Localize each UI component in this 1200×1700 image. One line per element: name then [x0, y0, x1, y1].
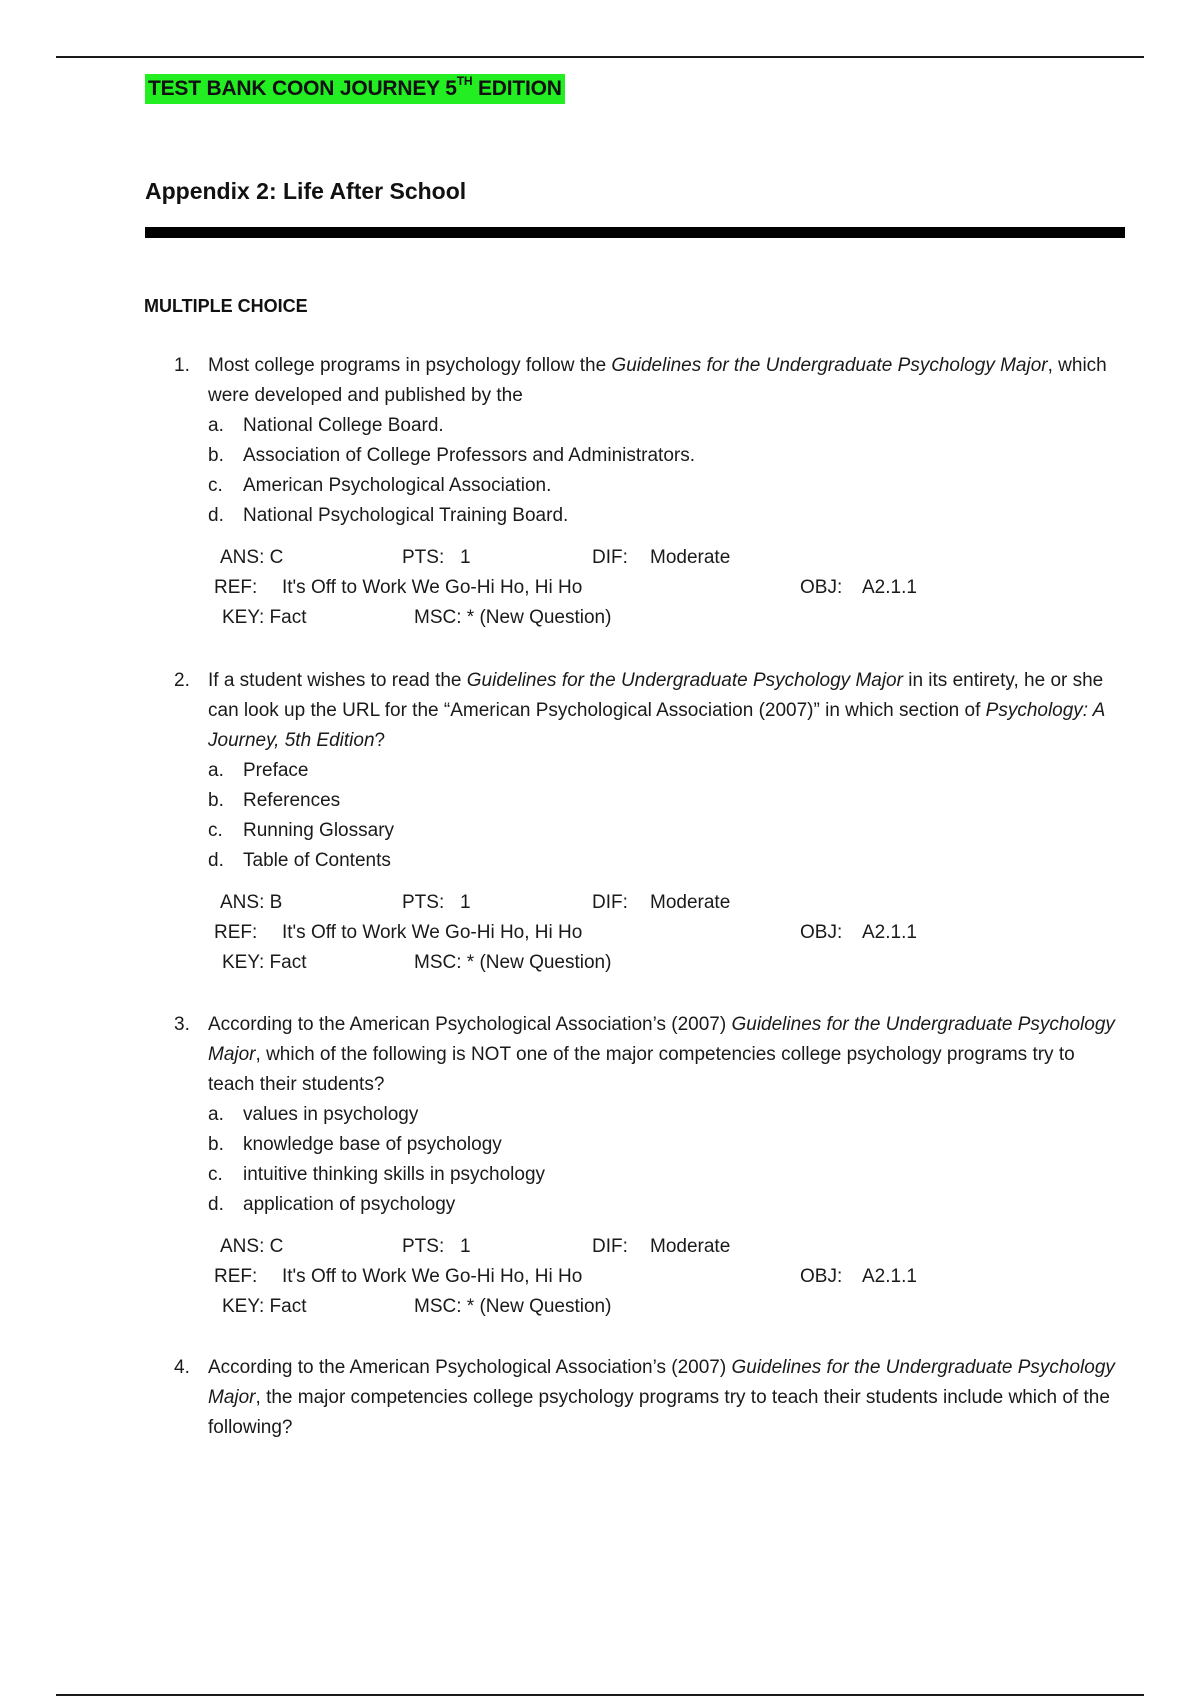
objective-label: OBJ: [800, 577, 843, 598]
option-list [208, 1100, 1124, 1220]
question-stem: If a student wishes to read the Guidelines for the Undergraduate Psychology Major in its entirety, he or she can look up the URL for the “American Psychological Association (2007)” in which section of Psychology: A Journey, 5th Edition? [208, 670, 1105, 751]
option-d: d. Table of Contents [208, 850, 391, 871]
option-a: a. National College Board. [208, 415, 444, 436]
difficulty: Moderate [650, 1236, 731, 1257]
key: KEY: Fact [222, 607, 307, 628]
difficulty-label: DIF: [592, 1236, 628, 1257]
question-number: 4. [174, 1357, 190, 1378]
option-c: c. Running Glossary [208, 820, 395, 841]
question-stem: According to the American Psychological Association’s (2007) Guidelines for the Undergraduate Psychology Major, which of the following is NOT one of the major competencies college psychology programs try to teach their students? [208, 1014, 1115, 1095]
test-bank-banner: TEST BANK COON JOURNEY 5TH EDITION [145, 74, 565, 104]
objective: A2.1.1 [862, 577, 917, 598]
misc: MSC: * (New Question) [414, 952, 612, 973]
points-label: PTS: [402, 1236, 445, 1257]
answer: ANS: B [220, 892, 283, 913]
reference-label: REF: [214, 1266, 258, 1287]
objective-label: OBJ: [800, 922, 843, 943]
option-d: d. National Psychological Training Board. [208, 505, 569, 526]
option-c: c. intuitive thinking skills in psychology [208, 1164, 546, 1185]
objective: A2.1.1 [862, 922, 917, 943]
answer-metadata [212, 1232, 1124, 1322]
points: 1 [460, 547, 471, 568]
reference-label: REF: [214, 922, 258, 943]
option-d: d. application of psychology [208, 1194, 456, 1215]
objective-label: OBJ: [800, 1266, 843, 1287]
key: KEY: Fact [222, 952, 307, 973]
option-b: b. knowledge base of psychology [208, 1134, 502, 1155]
question-number: 3. [174, 1014, 190, 1035]
section-label: MULTIPLE CHOICE [144, 296, 308, 316]
points-label: PTS: [402, 892, 445, 913]
reference: It's Off to Work We Go-Hi Ho, Hi Ho [282, 1266, 583, 1287]
option-list [208, 411, 1124, 531]
question-2 [174, 666, 1124, 978]
difficulty: Moderate [650, 547, 731, 568]
points: 1 [460, 1236, 471, 1257]
misc: MSC: * (New Question) [414, 607, 612, 628]
difficulty-label: DIF: [592, 547, 628, 568]
option-b: b. Association of College Professors and Administrators. [208, 445, 695, 466]
reference: It's Off to Work We Go-Hi Ho, Hi Ho [282, 577, 583, 598]
difficulty: Moderate [650, 892, 731, 913]
question-3 [174, 1010, 1124, 1322]
question-stem: Most college programs in psychology follow the Guidelines for the Undergraduate Psychology Major, which were developed and published by the [208, 355, 1107, 406]
key: KEY: Fact [222, 1296, 307, 1317]
misc: MSC: * (New Question) [414, 1296, 612, 1317]
title-divider [145, 227, 1125, 238]
question-number: 2. [174, 670, 190, 691]
reference-label: REF: [214, 577, 258, 598]
points-label: PTS: [402, 547, 445, 568]
option-b: b. References [208, 790, 341, 811]
answer: ANS: C [220, 547, 284, 568]
question-number: 1. [174, 355, 190, 376]
answer-metadata [212, 543, 1124, 633]
objective: A2.1.1 [862, 1266, 917, 1287]
points: 1 [460, 892, 471, 913]
question-1 [174, 351, 1124, 633]
answer-metadata [212, 888, 1124, 978]
option-a: a. Preface [208, 760, 309, 781]
option-a: a. values in psychology [208, 1104, 419, 1125]
bottom-rule [56, 1694, 1144, 1696]
option-c: c. American Psychological Association. [208, 475, 552, 496]
difficulty-label: DIF: [592, 892, 628, 913]
answer: ANS: C [220, 1236, 284, 1257]
question-4 [174, 1353, 1124, 1443]
chapter-title: Appendix 2: Life After School [145, 178, 467, 204]
reference: It's Off to Work We Go-Hi Ho, Hi Ho [282, 922, 583, 943]
top-rule [56, 56, 1144, 58]
question-stem: According to the American Psychological Association’s (2007) Guidelines for the Undergraduate Psychology Major, the major competencies college psychology programs try to teach their students include which of the following? [208, 1357, 1115, 1438]
option-list [208, 756, 1124, 876]
